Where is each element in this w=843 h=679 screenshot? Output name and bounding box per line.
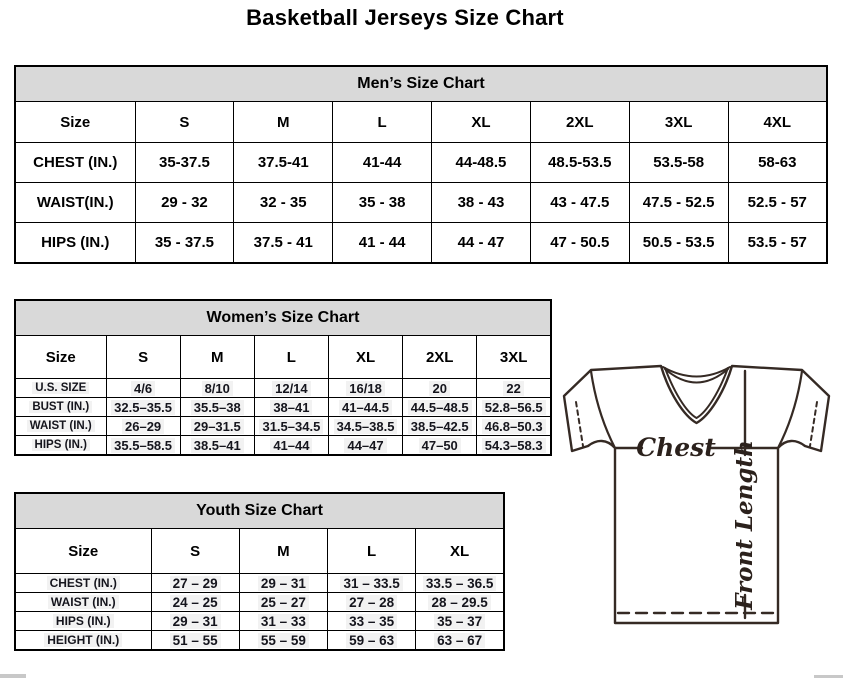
column-header-text: XL: [450, 542, 470, 560]
size-value-cell-text: 31.5–34.5: [259, 419, 323, 434]
size-value-cell: [239, 574, 327, 593]
table-row: [15, 574, 504, 593]
size-value-cell-text: 59 – 63: [346, 633, 397, 648]
chest-label: Chest: [636, 433, 716, 462]
column-header: [239, 529, 327, 574]
womens-caption-text: Women’s Size Chart: [206, 309, 360, 326]
column-header-text: 4XL: [763, 113, 792, 131]
row-label: [15, 223, 135, 264]
column-header: [432, 102, 531, 143]
size-value-cell: [333, 223, 432, 264]
size-value-cell-text: 35 – 37: [434, 614, 485, 629]
size-value-cell: [180, 436, 254, 456]
size-value-cell: [728, 183, 827, 223]
row-label-text: BUST (IN.): [29, 401, 92, 413]
size-value-cell-text: 32 - 35: [259, 194, 307, 211]
size-value-cell: [234, 183, 333, 223]
size-value-cell-text: 38.5–42.5: [408, 419, 472, 434]
size-value-cell-text: 38 - 43: [457, 194, 505, 211]
size-value-cell-text: 63 – 67: [434, 633, 485, 648]
size-value-cell: [333, 183, 432, 223]
size-value-cell-text: 37.5 - 41: [253, 234, 313, 251]
front-length-label: Front Length: [731, 440, 758, 610]
size-value-cell: [328, 631, 416, 651]
size-value-cell: [328, 593, 416, 612]
column-header-text: M: [210, 348, 224, 366]
column-header-text: Size: [68, 542, 99, 560]
column-header-text: XL: [355, 348, 376, 366]
size-value-cell: [328, 436, 402, 456]
size-value-cell-text: 35.5–58.5: [111, 438, 175, 453]
size-value-cell: [106, 398, 180, 417]
row-label: [15, 417, 106, 436]
size-value-cell: [403, 436, 477, 456]
row-label-text: CHEST (IN.): [47, 576, 120, 590]
column-header: [234, 102, 333, 143]
size-value-cell-text: 44 - 47: [457, 234, 505, 251]
size-value-cell: [629, 143, 728, 183]
column-header-text: L: [367, 542, 377, 560]
size-value-cell: [530, 223, 629, 264]
row-label: [15, 183, 135, 223]
mens-caption-text: Men’s Size Chart: [357, 75, 485, 92]
column-header-text: Size: [45, 348, 76, 366]
size-value-cell-text: 28 – 29.5: [428, 595, 490, 610]
youth-caption: [15, 493, 504, 529]
size-value-cell-text: 47.5 - 52.5: [642, 194, 715, 211]
row-label: [15, 436, 106, 456]
mens-table: [14, 65, 828, 264]
scrollbar-fragment-right[interactable]: [814, 675, 843, 678]
column-header: [15, 102, 135, 143]
size-value-cell-text: 12/14: [272, 381, 311, 396]
womens-table: [14, 299, 552, 456]
column-header: [135, 102, 234, 143]
size-value-cell: [416, 593, 504, 612]
size-value-cell-text: 25 – 27: [258, 595, 309, 610]
size-value-cell: [328, 574, 416, 593]
size-value-cell-text: 35-37.5: [158, 154, 210, 171]
size-value-cell-text: 8/10: [202, 381, 233, 396]
size-value-cell: [328, 379, 402, 398]
size-value-cell: [151, 612, 239, 631]
column-header-text: M: [277, 542, 290, 560]
size-value-cell-text: 44-48.5: [455, 154, 507, 171]
size-value-cell-text: 22: [503, 381, 523, 396]
size-value-cell: [254, 379, 328, 398]
size-value-cell: [477, 417, 551, 436]
womens-size-chart-table: [14, 299, 552, 456]
column-header-text: M: [277, 113, 290, 131]
size-value-cell: [135, 223, 234, 264]
size-value-cell-text: 26–29: [122, 419, 164, 434]
size-value-cell-text: 52.8–56.5: [482, 400, 546, 415]
table-row: [15, 183, 827, 223]
row-label: [15, 612, 151, 631]
size-value-cell-text: 24 – 25: [170, 595, 221, 610]
size-value-cell-text: 52.5 - 57: [747, 194, 807, 211]
column-header: [403, 336, 477, 379]
size-value-cell-text: 31 – 33: [258, 614, 309, 629]
size-value-cell: [477, 436, 551, 456]
size-value-cell: [629, 223, 728, 264]
row-label-text: WAIST (IN.): [48, 595, 119, 609]
size-value-cell: [403, 379, 477, 398]
size-value-cell-text: 34.5–38.5: [334, 419, 398, 434]
row-label-text: HEIGHT (IN.): [44, 633, 122, 647]
table-row: [15, 66, 827, 102]
youth-table: [14, 492, 505, 651]
row-label: [15, 398, 106, 417]
row-label-text: CHEST (IN.): [33, 154, 118, 171]
size-value-cell-text: 20: [429, 381, 449, 396]
table-row: [15, 529, 504, 574]
size-value-cell: [530, 143, 629, 183]
size-value-cell-text: 54.3–58.3: [482, 438, 546, 453]
column-header: [629, 102, 728, 143]
size-value-cell: [416, 612, 504, 631]
column-header: [477, 336, 551, 379]
row-label: [15, 379, 106, 398]
row-label-text: HIPS (IN.): [32, 439, 90, 451]
table-row: [15, 631, 504, 651]
size-value-cell: [151, 631, 239, 651]
size-value-cell-text: 35.5–38: [191, 400, 244, 415]
size-value-cell-text: 41 - 44: [358, 234, 406, 251]
column-header-text: 2XL: [425, 348, 454, 366]
size-value-cell-text: 37.5-41: [257, 154, 309, 171]
size-value-cell-text: 31 – 33.5: [340, 576, 402, 591]
column-header-text: L: [377, 113, 387, 131]
size-value-cell-text: 41–44: [270, 438, 312, 453]
table-row: [15, 493, 504, 529]
column-header: [106, 336, 180, 379]
size-value-cell: [106, 436, 180, 456]
column-header: [530, 102, 629, 143]
size-value-cell-text: 58-63: [758, 154, 797, 171]
size-value-cell-text: 38–41: [270, 400, 312, 415]
size-value-cell-text: 43 - 47.5: [550, 194, 610, 211]
table-row: [15, 223, 827, 264]
column-header-text: 3XL: [499, 348, 528, 366]
size-value-cell: [239, 631, 327, 651]
size-value-cell: [106, 379, 180, 398]
size-value-cell: [477, 379, 551, 398]
column-header: [180, 336, 254, 379]
row-label-text: HIPS (IN.): [53, 614, 114, 628]
size-value-cell: [432, 143, 531, 183]
size-value-cell: [403, 398, 477, 417]
table-row: [15, 593, 504, 612]
size-value-cell-text: 47–50: [419, 438, 461, 453]
row-label-text: WAIST (IN.): [27, 420, 95, 432]
table-row: [15, 398, 551, 417]
table-row: [15, 300, 551, 336]
size-value-cell-text: 29–31.5: [191, 419, 244, 434]
size-value-cell-text: 50.5 - 53.5: [642, 234, 715, 251]
jersey-measurement-diagram: [555, 355, 843, 679]
size-value-cell-text: 29 – 31: [258, 576, 309, 591]
column-header: [333, 102, 432, 143]
size-value-cell: [254, 398, 328, 417]
size-value-cell-text: 27 – 28: [346, 595, 397, 610]
size-value-cell-text: 51 – 55: [170, 633, 221, 648]
size-value-cell: [254, 417, 328, 436]
size-value-cell-text: 41–44.5: [339, 400, 392, 415]
size-value-cell: [135, 183, 234, 223]
size-value-cell: [416, 631, 504, 651]
column-header-text: L: [286, 348, 296, 366]
size-value-cell: [180, 398, 254, 417]
column-header: [328, 529, 416, 574]
size-value-cell-text: 16/18: [346, 381, 385, 396]
size-value-cell: [254, 436, 328, 456]
column-header-text: S: [138, 348, 149, 366]
size-value-cell: [432, 183, 531, 223]
size-value-cell-text: 29 – 31: [170, 614, 221, 629]
mens-caption: [15, 66, 827, 102]
column-header: [328, 336, 402, 379]
column-header: [416, 529, 504, 574]
size-value-cell-text: 38.5–41: [191, 438, 244, 453]
column-header-text: S: [190, 542, 201, 560]
size-value-cell: [477, 398, 551, 417]
row-label: [15, 593, 151, 612]
column-header-text: Size: [60, 113, 91, 131]
size-value-cell: [151, 593, 239, 612]
size-value-cell: [135, 143, 234, 183]
size-value-cell-text: 44.5–48.5: [408, 400, 472, 415]
youth-caption-text: Youth Size Chart: [196, 502, 323, 519]
column-header: [15, 336, 106, 379]
column-header: [254, 336, 328, 379]
size-value-cell-text: 35 - 37.5: [154, 234, 215, 251]
mens-size-chart-table: [14, 65, 828, 264]
size-value-cell-text: 55 – 59: [258, 633, 309, 648]
size-value-cell: [728, 143, 827, 183]
size-value-cell-text: 27 – 29: [170, 576, 221, 591]
size-value-cell-text: 44–47: [344, 438, 386, 453]
column-header-text: 3XL: [664, 113, 693, 131]
size-value-cell: [180, 417, 254, 436]
row-label-text: WAIST(IN.): [36, 194, 114, 211]
row-label: [15, 574, 151, 593]
size-value-cell: [180, 379, 254, 398]
table-row: [15, 436, 551, 456]
table-row: [15, 102, 827, 143]
size-value-cell: [416, 574, 504, 593]
table-row: [15, 612, 504, 631]
column-header-text: XL: [471, 113, 491, 131]
page-title: Basketball Jerseys Size Chart: [246, 5, 564, 30]
size-value-cell: [151, 574, 239, 593]
size-value-cell: [328, 417, 402, 436]
size-value-cell: [328, 398, 402, 417]
size-value-cell-text: 32.5–35.5: [111, 400, 175, 415]
size-value-cell: [530, 183, 629, 223]
womens-caption: [15, 300, 551, 336]
youth-size-chart-table: [14, 492, 505, 651]
table-row: [15, 417, 551, 436]
row-label-text: HIPS (IN.): [41, 234, 110, 251]
jersey-outline-shape: [564, 366, 829, 623]
size-value-cell: [239, 593, 327, 612]
size-value-cell-text: 47 - 50.5: [550, 234, 610, 251]
size-value-cell-text: 35 - 38: [358, 194, 406, 211]
size-value-cell-text: 33.5 – 36.5: [423, 576, 497, 591]
size-value-cell: [234, 223, 333, 264]
size-value-cell-text: 53.5 - 57: [747, 234, 807, 251]
column-header-text: 2XL: [566, 113, 594, 131]
size-value-cell: [234, 143, 333, 183]
size-value-cell: [333, 143, 432, 183]
size-value-cell-text: 41-44: [362, 154, 402, 171]
table-row: [15, 143, 827, 183]
size-value-cell: [432, 223, 531, 264]
size-value-cell: [403, 417, 477, 436]
table-row: [15, 379, 551, 398]
size-value-cell: [728, 223, 827, 264]
size-value-cell: [328, 612, 416, 631]
size-value-cell: [106, 417, 180, 436]
size-value-cell-text: 33 – 35: [346, 614, 397, 629]
size-value-cell-text: 53.5-58: [653, 154, 705, 171]
size-value-cell-text: 48.5-53.5: [548, 154, 612, 171]
row-label-text: U.S. SIZE: [32, 382, 89, 394]
row-label: [15, 631, 151, 651]
size-value-cell: [629, 183, 728, 223]
column-header: [15, 529, 151, 574]
size-value-cell: [239, 612, 327, 631]
scrollbar-fragment-left[interactable]: [0, 674, 26, 678]
size-value-cell-text: 29 - 32: [161, 194, 208, 211]
column-header: [728, 102, 827, 143]
column-header-text: S: [179, 113, 190, 131]
size-value-cell-text: 4/6: [131, 381, 155, 396]
table-row: [15, 336, 551, 379]
row-label: [15, 143, 135, 183]
size-value-cell-text: 46.8–50.3: [482, 419, 546, 434]
column-header: [151, 529, 239, 574]
